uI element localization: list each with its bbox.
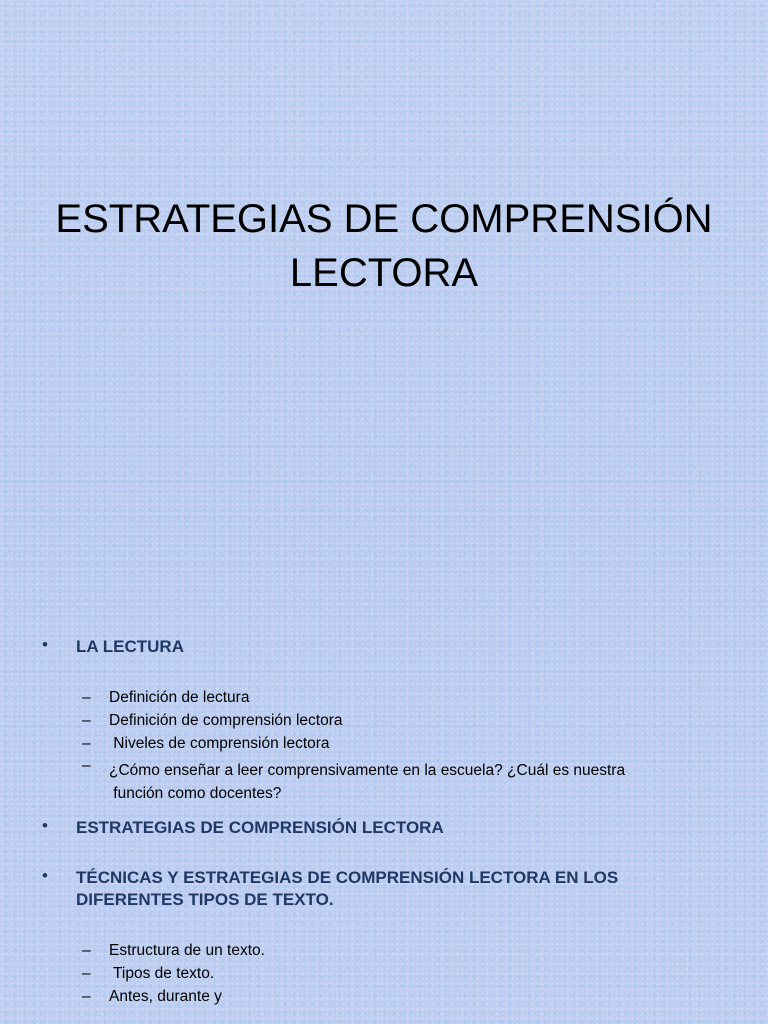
sub-item [40,759,740,782]
slide-title [40,192,728,300]
bullet-label: LA LECTURA [76,637,184,656]
sub-item [40,962,740,985]
sub-item-text: Tipos de texto. [109,965,215,982]
dash-icon: – [82,942,91,959]
sub-item-text: Niveles de comprensión lectora [109,735,330,752]
sub-item [40,985,740,1008]
sub-item-text: función como docentes? [109,785,282,802]
sub-item-text: ¿Cómo enseñar a leer comprensivamente en la escuela? ¿Cuál es nuestra [109,762,626,779]
sub-item [40,709,740,732]
sub-item [40,686,740,709]
slide-title-line-1: ESTRATEGIAS DE COMPRENSIÓN [55,197,713,241]
bullet-dot-icon: • [42,816,48,835]
sub-item-continuation [40,782,740,805]
bullet-dot-icon: • [42,635,48,654]
bullet-estrategias [40,817,740,839]
dash-icon: – [82,689,91,706]
sub-item [40,732,740,755]
bullet-tecnicas [40,867,740,911]
sub-item-text: Estructura de un texto. [109,942,265,959]
dash-icon: – [82,757,91,774]
bullet-label-line-1: TÉCNICAS Y ESTRATEGIAS DE COMPRENSIÓN LECTORA EN LOS [76,868,619,887]
bullet-label-line-2: DIFERENTES TIPOS DE TEXTO. [76,890,334,909]
dash-icon: – [82,965,91,982]
slide-title-line-2: LECTORA [289,251,479,295]
dash-icon: – [82,988,91,1005]
sub-item-text: Definición de lectura [109,689,250,706]
sub-item-text: Definición de comprensión lectora [109,712,343,729]
dash-icon: – [82,712,91,729]
sub-item-text: Antes, durante y [109,988,222,1005]
bullet-dot-icon: • [42,866,48,885]
bullet-la-lectura [40,636,740,658]
dash-icon: – [82,735,91,752]
content-slide [40,636,740,1008]
bullet-label: ESTRATEGIAS DE COMPRENSIÓN LECTORA [76,818,444,837]
sub-item [40,939,740,962]
